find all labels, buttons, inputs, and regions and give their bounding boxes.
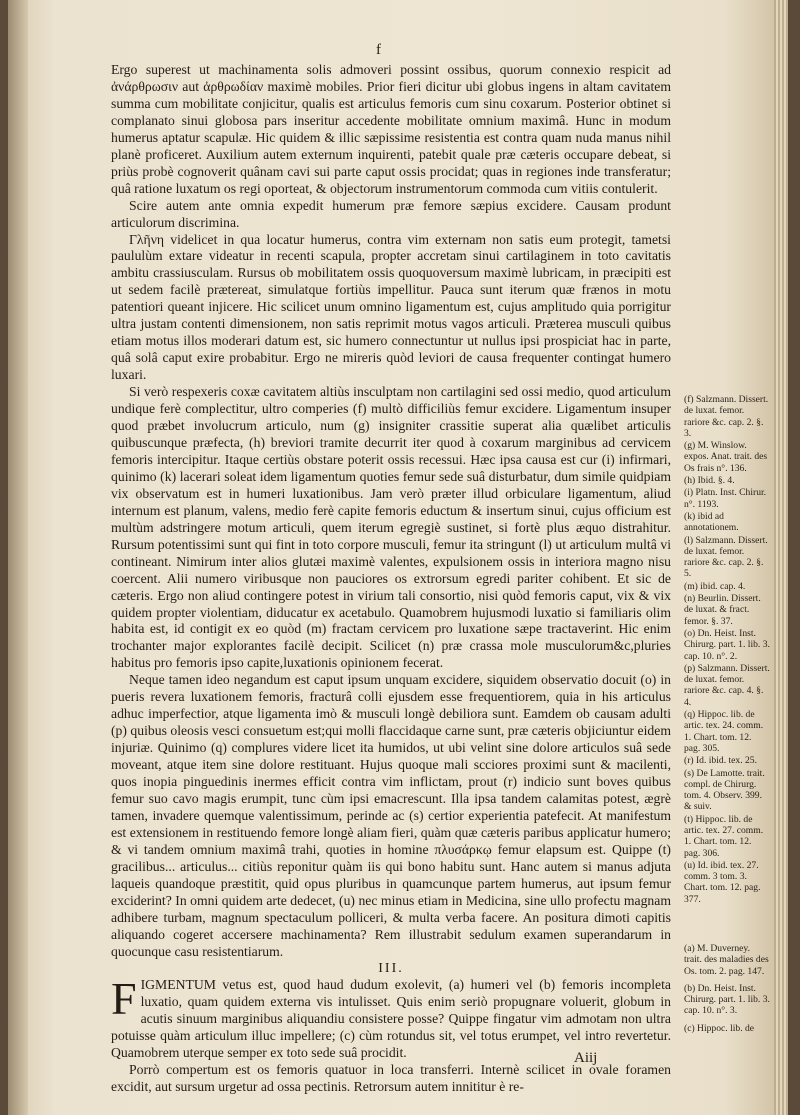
section-paragraph-text: IGMENTUM vetus est, quod haud dudum exolevit, (a) humeri vel (b) femoris incompleta luxatio, quam quidem externa vis intulisset. Quis enim seriò propugnare voluerit, globum in acutis sinuum marginibus aliquandiu consistere posse? Quippe fingatur vim admotam non ultra potuisse quàm articulum illuc impellere; (c) cùm rotundus sit, vel totus erumpet, vel intro revertetur. Quamobrem uterque semper ex toto sede suâ procidit. xyxy=(111,977,671,1061)
margin-note: (c) Hippoc. lib. de xyxy=(684,1022,755,1034)
paragraph: Ergo superest ut machinamenta solis admoveri possint ossibus, quorum connexio respicit ad ἀνάρθρωσιν aut ἀρθρωδίαν maximè mobiles. Prior fieri dicitur ubi globus ingens in altam cavitatem summa cum mobilitate conjicitur, qualis est articulus femoris cum sinu coxarum. Posterior obtinet si complanato sinui globosa pars inseritur accedente mobilitate omnium maximâ. Hunc in modum humerus aptatur scapulæ. Hic quidem & illic sæpissime resistentia est contra quam nuda manus nihil planè proficeret. Auxilium autem externum inquirenti, patebit quale præ cæteris occupare debeat, si priùs probè cognoverit quânam cavi sui parte caput ossis procidat; quas in regiones inde transferatur; quâ ratione luxatum os regi oporteat, & objectorum instrumentorum commoda cum vitiis contulerit. xyxy=(111,62,671,196)
margin-note: (m) ibid. cap. 4. xyxy=(684,580,746,592)
margin-note: (n) Beurlin. Dissert. de luxat. & fract. femor. §. 37. xyxy=(684,593,761,627)
margin-note: (a) M. Duverney. trait. des maladies des Os. tom. 2. pag. 147. xyxy=(684,943,769,977)
margin-note: (g) M. Winslow. expos. Anat. trait. des Os frais n°. 136. xyxy=(684,440,768,474)
margin-notes-section xyxy=(684,943,770,1040)
margin-note: (i) Platn. Inst. Chirur. n°. 1193. xyxy=(684,487,767,510)
margin-note: (r) Id. ibid. tex. 25. xyxy=(684,755,758,767)
section-paragraph: Porrò compertum est os femoris quatuor in loca transferri. Internè scilicet in ovale foramen excidit, aut sursum urgetur ad ossa pectinis. Retrorsum autem innititur è re- xyxy=(111,1062,671,1095)
margin-note: (q) Hippoc. lib. de artic. tex. 24. comm. 1. Chart. tom. 12. pag. 305. xyxy=(684,709,764,754)
paragraph: Si verò respexeris coxæ cavitatem altiùs insculptam non cartilagini sed ossi medio, quod articulum undique ferè complectitur, ultro comperies (f) multò difficiliùs femur excidere. Ligamentum insuper quod præbet involucrum articulo, num (g) insigniter crassitie superat alia quælibet articulis quibuscunque præfecta, (h) breviori tramite decurrit iter quod à coxarum marginibus ad cervicem femoris intercipitur. Itaque certiùs obstare poterit ossis recessui. Hæc ipsa causa est cur (i) infirmari, quinimo (k) lacerari soleat idem ligamentum quoties femur sede suâ disturbatur, dum simile quidpiam vix observatum est in humeri luxationibus. Jam verò præter illud orbiculare ligamentum, aliud internum est planum, valens, medio ferè capite femoris eductum & insertum sinui, cujus officium est multùm adstringere motum articuli, quem iterum egregiè sustinet, si fortè plus æquo distrahitur. Rursum potentissimi sunt qui fint in toto corpore musculi, femur ita stringunt (l) ut articulum multâ vi contineant. Nimirum inter alios glutæi maximè valentes, expulsionem ossis in interiora magno nisu coercent. Alii numero viribusque non pauciores os extrorsum egredi pariter cohibent. Et sic de cæteris. Ergo non aliud contingere potest in virium tali consortio, nisi quòd femoris caput, vix & vix quidem propter violentiam, diducatur ex acetabulo. Quamobrem hujusmodi luxatio si familiaris olim habita est, id contigit ex eo quòd (m) fractam cervicem pro luxatione sæpe tractaverint. Hic enim trochanter major explorantes facilè decipit. Scilicet (n) præ crassa mole musculorum&c,pluries habitus pro femoris ipso capite,luxationis opinionem fecerat. xyxy=(111,384,671,671)
margin-note: (k) ibid ad annotationem. xyxy=(684,510,739,534)
paragraph: Γλῆνη videlicet in qua locatur humerus, contra vim externam non satis eum protegit, tametsi paululùm extare videatur in recenti scapula, propter accretam sinui cartilaginem in toto cavitatis ambitu crassiusculam. Rursus ob mobilitatem ossis quoquoversum maximè lubricam, in præcipiti est ut sedem facilè prætereat, simulatque fortiùs impellitur. Pauca sunt iterum quæ frænos in motu patentiori queant injicere. Hic scilicet unum omnino ligamentum est, cujus amplitudo quia porrigitur ultra justam contenti dimensionem, non satis reprimit motus vagos articuli. Præterea musculi quibus etiam motus illos moderari datum est, sic humero connectuntur ut nullus ipsi prospiciat hac in parte, quâ solâ caput exire probabitur. Ergo ne mireris quòd leviori de causa frequenter contingat humero luxari. xyxy=(111,231,671,383)
page-edge xyxy=(774,0,788,1115)
margin-note: (t) Hippoc. lib. de artic. tex. 27. comm. 1. Chart. tom. 12. pag. 306. xyxy=(684,813,764,859)
paragraph: Scire autem ante omnia expedit humerum præ femore sæpius excidere. Causam produnt articulorum discrimina. xyxy=(111,197,671,230)
signature-mark: f xyxy=(376,42,381,58)
margin-notes xyxy=(684,394,770,906)
margin-note: (o) Dn. Heist. Inst. Chirurg. part. 1. lib. 3. cap. 10. n°. 2. xyxy=(684,627,770,662)
drop-capital: F xyxy=(111,973,137,1025)
catchword: Aiij xyxy=(574,1050,598,1066)
margin-note: (l) Salzmann. Dissert. de luxat. femor. rariore &c. cap. 2. §. 5. xyxy=(684,534,768,580)
page-gutter-shadow xyxy=(8,0,28,1115)
paragraph: Neque tamen ideo negandum est caput ipsum unquam excidere, siquidem observatio docuit (o) in pueris revera luxationem femoris, fracturâ colli ejusdem esse frequentiorem, quia in his articulus adhuc imperfectior, atque ligamenta imò & musculi longè debiliora sunt. Eamdem ob causam adulti (p) quibus oleosis vesci consuetum est;qui molli flaccidaque carne sunt, præ cæteris objiciuntur eidem injuriæ. Quinimo (q) complures videre licet ita humidos, ut ubi velint sine dolore articulos suâ sede moveant, atque item sine dolore restituant. Hujus quoque mali scciores proximi sunt & macilenti, quos inopia pinguedinis inermes efficit contra vim inflictam, prout (r) indicio sunt boves quibus femur suo cavo magis erumpit, tunc cùm ipsi emacrescunt. Illa ipsa tandem calamitas potest, ægrè tamen, invadere quemque valentissimum, perinde ac (s) certior experientia patefecit. At manifestum est extensionem in restituendo femore longè aliam fieri, quàm quæ cæteris paribus applicatur humero; & vi tandem omnium maximâ trahi, quoties in homine πλυσάρκῳ femur elapsum est. Quippe (t) gracilibus... articulus... citiùs reponitur quàm iis qui bono habitu sunt. Hanc autem si manus adjuta laqueis quandoque præstitit, quid opus pluribus in quamcunque partem humerus, aut ipsum femur exciderint? In omni quidem arte dedecet, (u) nec minus etiam in Medicina, sine ullo profectu magnam adhibere turbam, magnum spectaculum polliceri, & multa verba facere. An positura dimoti capitis aliquando cogeret accersere machinamenta? Rem illustrabit sedulum examen superandarum in quocunque casu resistentiarum. xyxy=(111,672,671,959)
main-text-column xyxy=(111,62,671,1096)
margin-note: (s) De Lamotte. trait. compl. de Chirurg. tom. 4. Observ. 399. & suiv. xyxy=(684,767,765,813)
book-page xyxy=(8,0,788,1115)
margin-note: (f) Salzmann. Dissert. de luxat. femor. rariore &c. cap. 2. §. 3. xyxy=(684,394,769,439)
section-number: III. xyxy=(378,960,404,976)
margin-note: (b) Dn. Heist. Inst. Chirurg. part. 1. lib. 3. cap. 10. n°. 3. xyxy=(684,982,770,1017)
margin-note: (p) Salzmann. Dissert. de luxat. femor. rariore &c. cap. 4. §. 4. xyxy=(684,662,770,708)
margin-note: (h) Ibid. §. 4. xyxy=(684,475,735,487)
margin-note: (u) Id. ibid. tex. 27. comm. 3 tom. 3. Chart. tom. 12. pag. 377. xyxy=(684,859,761,905)
